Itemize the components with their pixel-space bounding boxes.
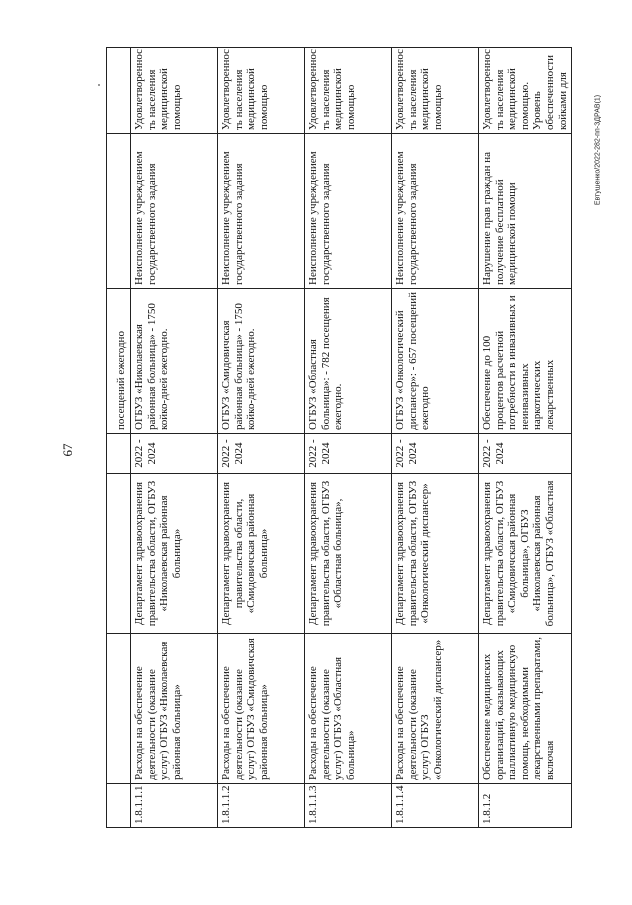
consequence: Неисполнение учреждением государственного задания [305, 134, 392, 289]
table-row [131, 48, 218, 828]
consequence: Неисполнение учреждением государственного задания [392, 134, 479, 289]
event-name: Расходы на обеспечение деятельности (оказание услуг) ОГБУЗ «Николаевская районная больница» [131, 634, 218, 784]
cell-period [107, 434, 131, 474]
program-table [106, 47, 572, 828]
indicator: Обеспечение до 100 процентов расчетной потребности в инвазивных и неинвазивных наркотических лекарственных [479, 289, 572, 434]
link-indicator: Удовлетвореннос ть населения медицинской помощью. Уровень обеспеченности койками для [479, 48, 572, 134]
table-row [392, 48, 479, 828]
scan-speck [98, 84, 100, 86]
link-indicator: Удовлетвореннос ть населения медицинской помощью [131, 48, 218, 134]
row-number: 1.8.1.2 [479, 784, 572, 828]
cell-consequence [107, 134, 131, 289]
executor: Департамент здравоохранения правительства области, ОГБУЗ «Онкологический диспансер» [392, 474, 479, 634]
executor: Департамент здравоохранения правительства области, «Смидовичская районная больница» [218, 474, 305, 634]
table-row [107, 48, 131, 828]
indicator: ОГБУЗ «Николаевская районная больница» - 1750 койко-дней ежегодно. [131, 289, 218, 434]
event-name: Обеспечение медицинских организаций, оказывающих паллиативную медицинскую помощь, необходимыми лекарственными препаратами, включая [479, 634, 572, 784]
executor: Департамент здравоохранения правительства области, ОГБУЗ «Николаевская районная больница» [131, 474, 218, 634]
cell-indicator: посещений ежегодно [107, 289, 131, 434]
page-number: 67 [60, 443, 75, 457]
table-row [218, 48, 305, 828]
period: 2022 - 2024 [305, 434, 392, 474]
document-code: Евтушенко/2022-282-пп-ЗДРАВ(1) [594, 94, 602, 206]
link-indicator: Удовлетвореннос ть населения медицинской помощью [218, 48, 305, 134]
row-number: 1.8.1.1.4 [392, 784, 479, 828]
event-name: Расходы на обеспечение деятельности (оказание услуг) ОГБУЗ «Смидовичская районная больница» [218, 634, 305, 784]
indicator: ОГБУЗ «Онкологический диспансер»: - 657 посещений ежегодно [392, 289, 479, 434]
indicator: ОГБУЗ «Смидовичская районная больница» - 1750 койко-дней ежегодно. [218, 289, 305, 434]
cell-executor [107, 474, 131, 634]
period: 2022 - 2024 [131, 434, 218, 474]
row-number: 1.8.1.1.2 [218, 784, 305, 828]
executor: Департамент здравоохранения правительства области, ОГБУЗ «Смидовичская районная больница», ОГБУЗ «Николаевская районная больница», ОГБУЗ «Областная [479, 474, 572, 634]
indicator: ОГБУЗ «Областная больница»: - 782 посещения ежегодно. [305, 289, 392, 434]
table-row [305, 48, 392, 828]
executor: Департамент здравоохранения правительства области, ОГБУЗ «Областная больница», [305, 474, 392, 634]
link-indicator: Удовлетвореннос ть населения медицинской помощью [392, 48, 479, 134]
event-name: Расходы на обеспечение деятельности (оказание услуг) ОГБУЗ «Областная больница» [305, 634, 392, 784]
cell-link [107, 48, 131, 134]
period: 2022 - 2024 [479, 434, 572, 474]
link-indicator: Удовлетвореннос ть населения медицинской помощью [305, 48, 392, 134]
table-row [479, 48, 572, 828]
event-name: Расходы на обеспечение деятельности (оказание услуг) ОГБУЗ «Онкологический диспансер» [392, 634, 479, 784]
period: 2022 - 2024 [392, 434, 479, 474]
program-table-rotated [106, 48, 569, 828]
row-number: 1.8.1.1.3 [305, 784, 392, 828]
row-number: 1.8.1.1.1 [131, 784, 218, 828]
cell-num [107, 784, 131, 828]
consequence: Неисполнение учреждением государственного задания [131, 134, 218, 289]
period: 2022 - 2024 [218, 434, 305, 474]
program-table-frame [106, 48, 569, 828]
consequence: Неисполнение учреждением государственного задания [218, 134, 305, 289]
consequence: Нарушение прав граждан на получение бесплатной медицинской помощи [479, 134, 572, 289]
cell-name [107, 634, 131, 784]
